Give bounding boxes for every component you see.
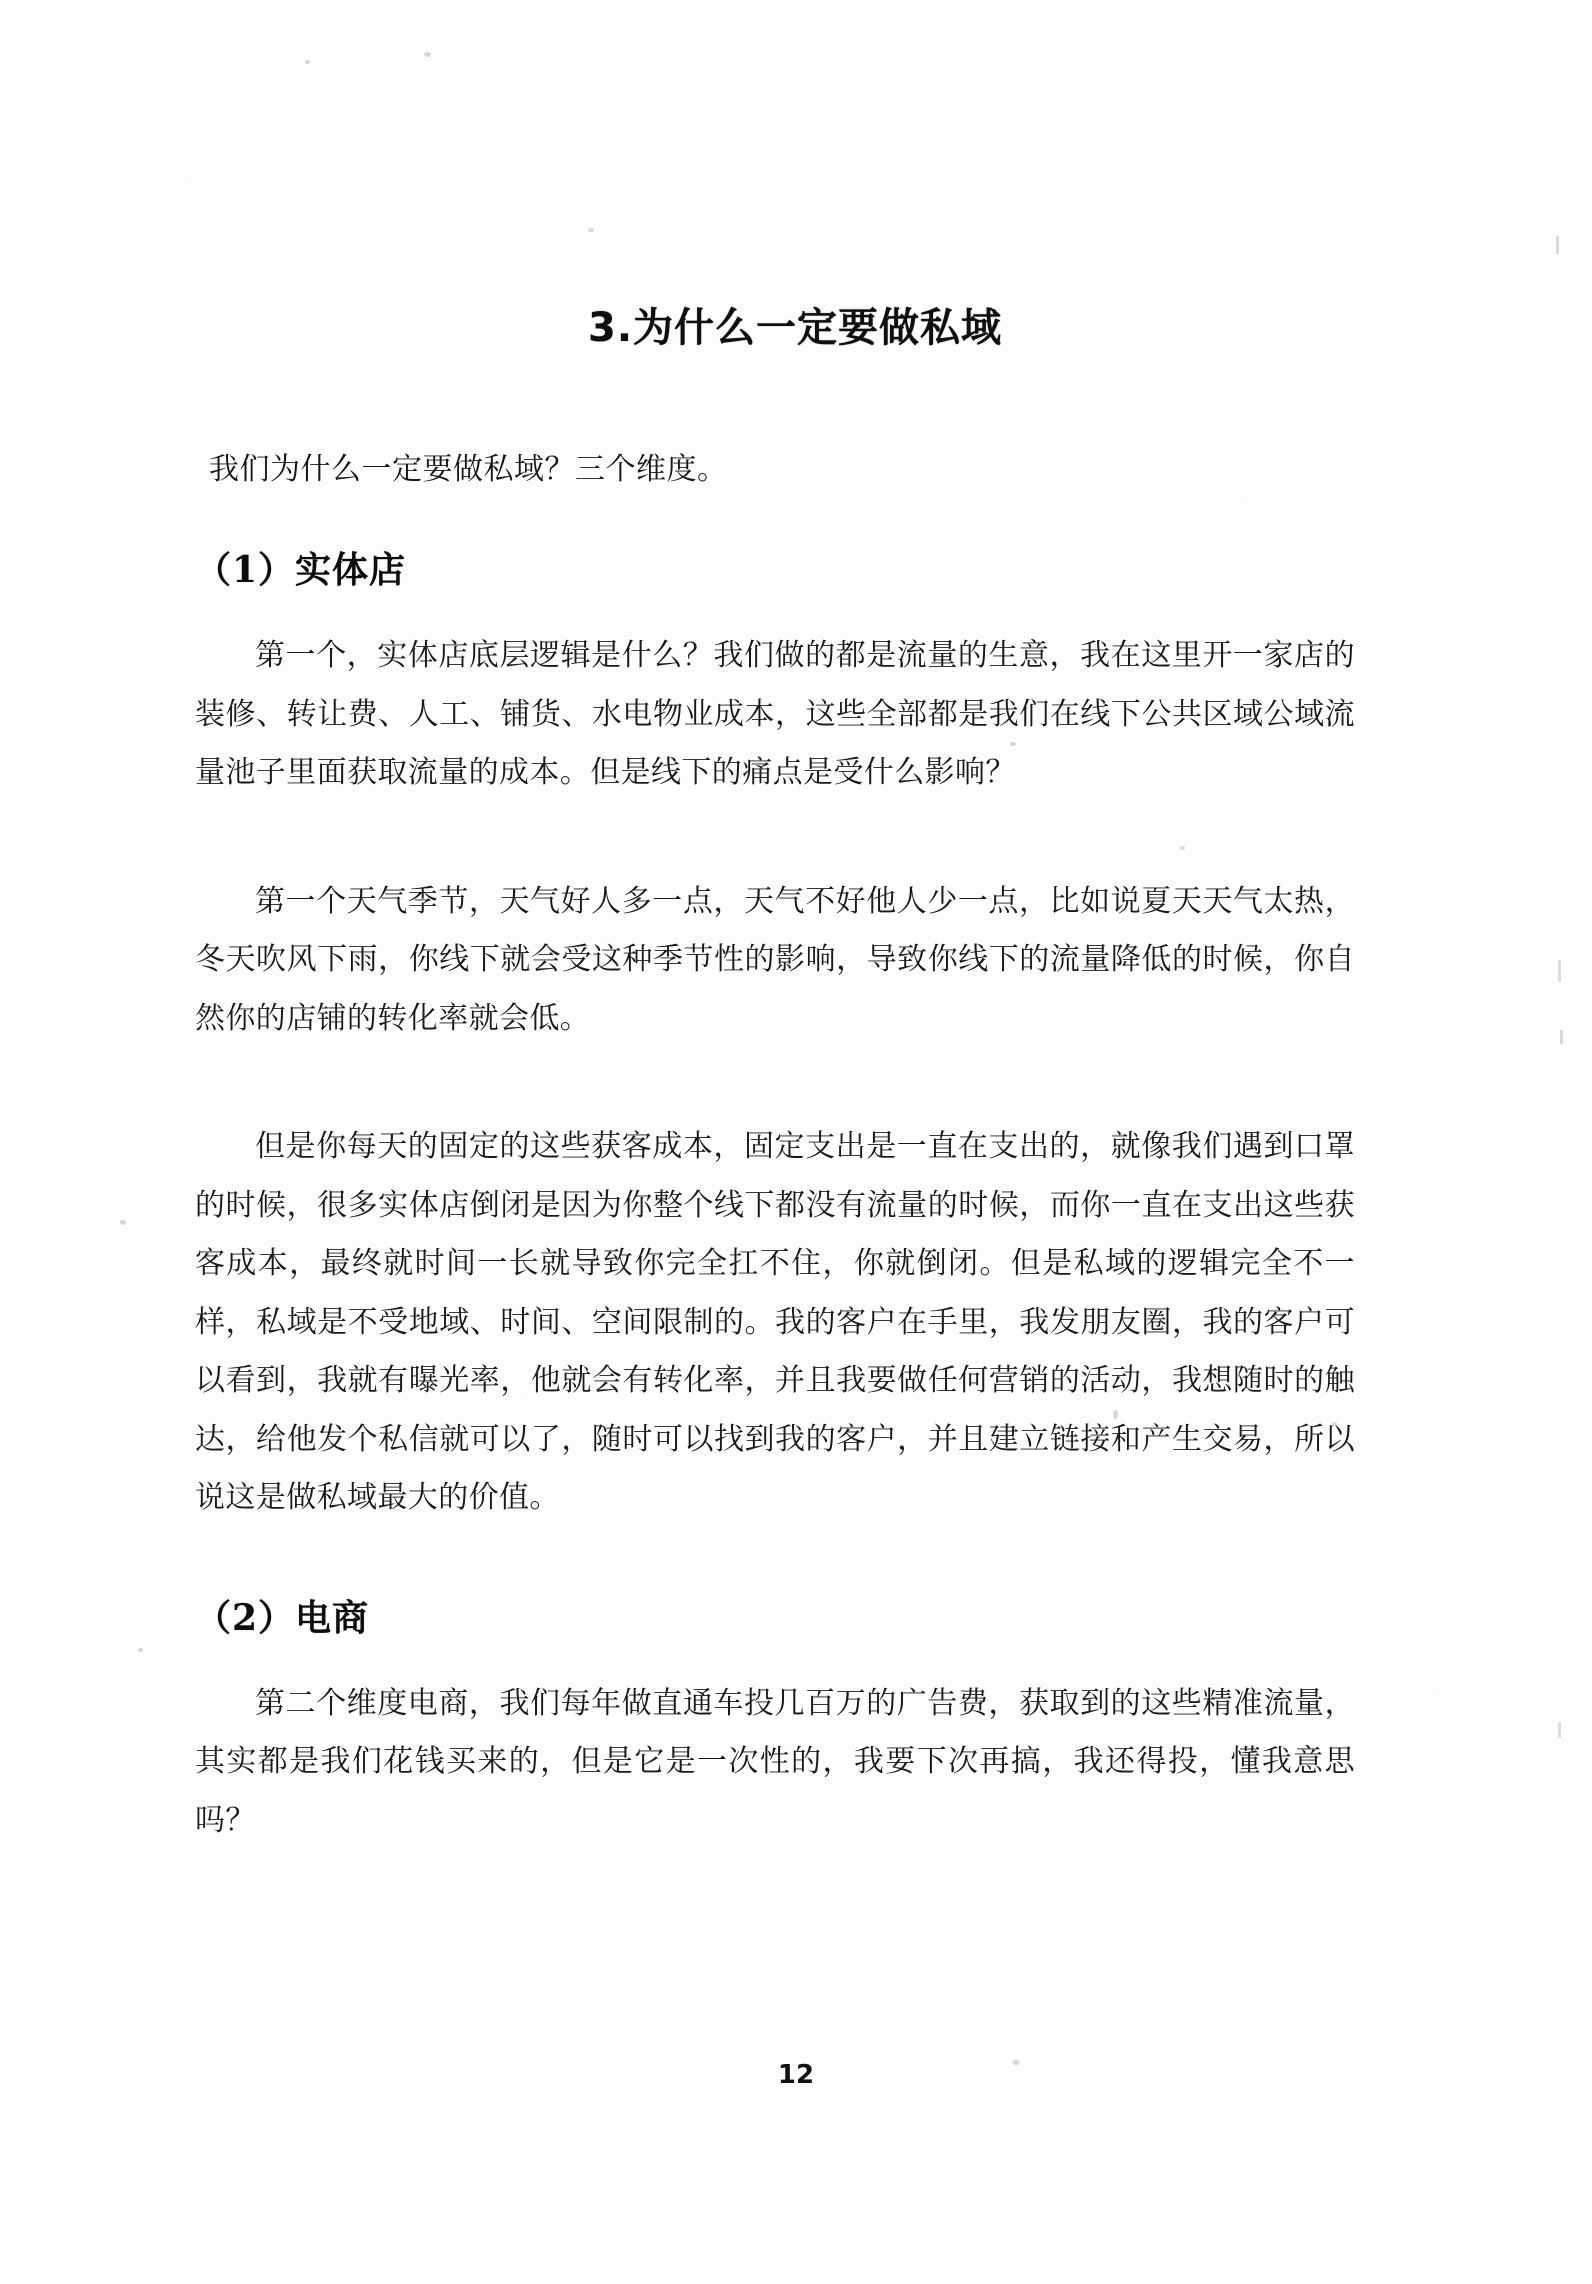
page-edge-mark — [1558, 960, 1561, 982]
page-edge-mark — [1558, 1722, 1561, 1738]
page-content — [195, 0, 1395, 1850]
section-1-paragraph-1: 第一个，实体店底层逻辑是什么？我们做的都是流量的生意，我在这里开一家店的装修、转让费、人工、铺货、水电物业成本，这些全部都是我们在线下公共区域公域流量池子里面获取流量的成本。但是线下的痛点是受什么影响？ — [195, 639, 1355, 789]
page-edge-mark — [1560, 1030, 1563, 1044]
section-2-paragraph-1: 第二个维度电商，我们每年做直通车投几百万的广告费，获取到的这些精准流量，其实都是我们花钱买来的，但是它是一次性的，我要下次再搞，我还得投，懂我意思吗？ — [195, 1686, 1355, 1837]
scan-speck — [120, 1220, 126, 1225]
intro-paragraph: 我们为什么一定要做私域？三个维度。 — [209, 453, 728, 486]
section-heading-2: （2）电商 — [195, 1596, 370, 1639]
paragraph-spacer — [195, 803, 1395, 839]
scan-speck — [138, 1648, 143, 1652]
section-heading-1: （1）实体店 — [195, 549, 407, 591]
paragraph-spacer — [195, 1048, 1395, 1084]
page-edge-mark — [1556, 236, 1559, 254]
page-title: 3.为什么一定要做私域 — [587, 305, 1003, 351]
section-1-paragraph-2: 第一个天气季节，天气好人多一点，天气不好他人少一点，比如说夏天天气太热，冬天吹风下雨，你线下就会受这种季节性的影响，导致你线下的流量降低的时候，你自然你的店铺的转化率就会低。 — [195, 884, 1355, 1035]
page-number: 12 — [777, 2060, 815, 2090]
section-1-paragraph-3: 但是你每天的固定的这些获客成本，固定支出是一直在支出的，就像我们遇到口罩的时候，很多实体店倒闭是因为你整个线下都没有流量的时候，而你一直在支出这些获客成本，最终就时间一长就导致你完全扛不住，你就倒闭。但是私域的逻辑完全不一样，私域是不受地域、时间、空间限制的。我的客户在手里，我发朋友圈，我的客户可以看到，我就有曝光率，他就会有转化率，并且我要做任何营销的活动，我想随时的触达，给他发个私信就可以了，随时可以找到我的客户，并且建立链接和产生交易，所以说这是做私域最大的价值。 — [195, 1130, 1355, 1514]
